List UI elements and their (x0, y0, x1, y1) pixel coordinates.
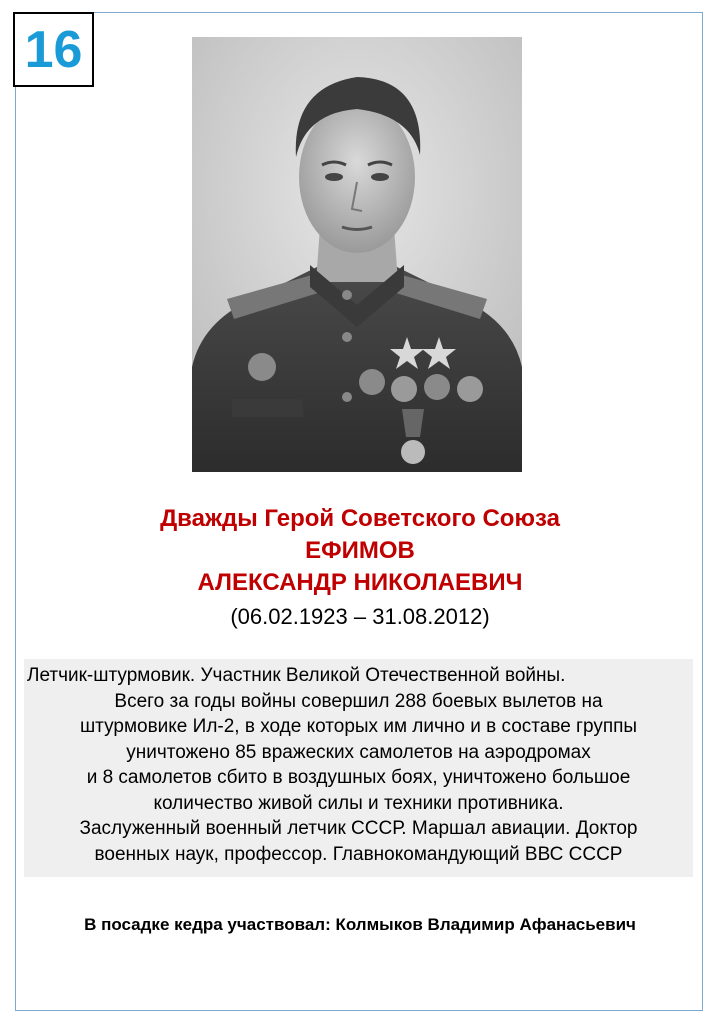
portrait-photo (192, 37, 522, 472)
card-number: 16 (13, 12, 94, 87)
hero-title-block (60, 503, 660, 599)
planting-credit: В посадке кедра участвовал: Колмыков Владимир Афанасьевич (84, 915, 636, 934)
biography-panel (24, 659, 693, 877)
bio-line: Всего за годы войны совершил 288 боевых вылетов на (114, 690, 603, 712)
bio-line: уничтожено 85 вражеских самолетов на аэродромах (126, 741, 591, 763)
bio-line: штурмовике Ил-2, в ходе которых им лично и в составе группы (79, 716, 638, 737)
bio-line: Летчик-штурмовик. Участник Великой Отечественной войны. (27, 665, 566, 686)
bio-line: Заслуженный военный летчик СССР. Маршал авиации. Доктор (79, 818, 638, 839)
bio-line: и 8 самолетов сбито в воздушных боях, уничтожено большое (86, 767, 631, 788)
bio-line: военных наук, профессор. Главнокомандующий ВВС СССР (94, 843, 623, 865)
bio-line: количество живой силы и техники противника. (153, 792, 564, 814)
rank-line: Дважды Герой Советского Союза (160, 505, 560, 532)
portrait-illustration (192, 37, 522, 472)
full-name: АЛЕКСАНДР НИКОЛАЕВИЧ (197, 569, 523, 596)
life-dates: (06.02.1923 – 31.08.2012) (230, 604, 490, 629)
surname: ЕФИМОВ (305, 537, 415, 564)
